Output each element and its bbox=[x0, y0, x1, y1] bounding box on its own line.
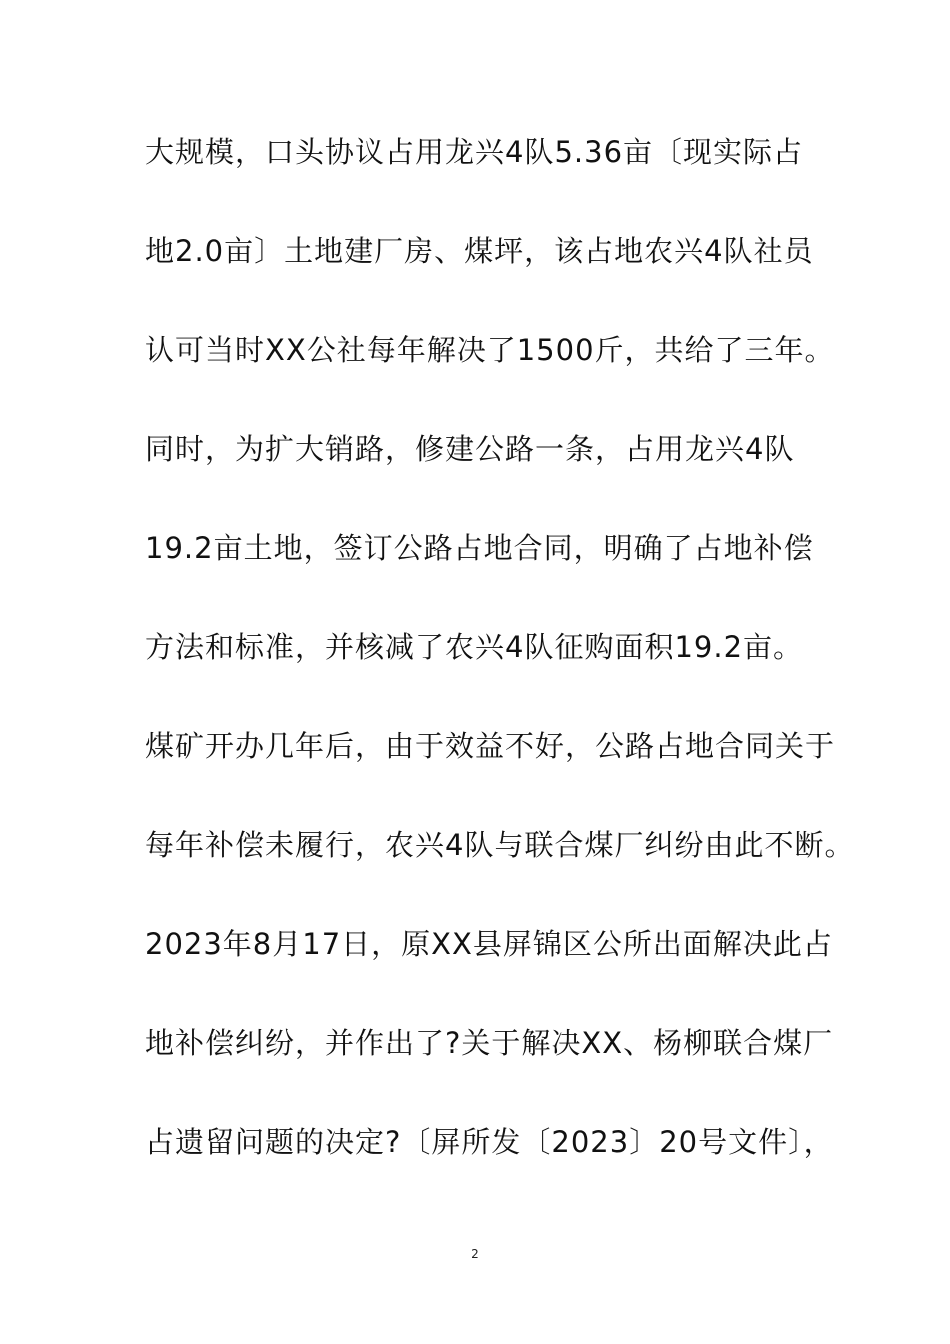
text-line: 19.2亩土地，签订公路占地合同，明确了占地补偿 bbox=[145, 531, 814, 565]
text-line: 2023年8月17日，原XX县屏锦区公所出面解决此占 bbox=[145, 927, 833, 961]
text-line: 地2.0亩〕土地建厂房、煤坪，该占地农兴4队社员 bbox=[145, 234, 814, 268]
text-line: 方法和标准，并核减了农兴4队征购面积19.2亩。 bbox=[145, 630, 804, 664]
text-line: 煤矿开办几年后，由于效益不好，公路占地合同关于 bbox=[145, 729, 836, 763]
text-line: 每年补偿未履行，农兴4队与联合煤厂纠纷由此不断。 bbox=[145, 828, 855, 862]
text-line: 大规模，口头协议占用龙兴4队5.36亩〔现实际占 bbox=[145, 135, 804, 169]
text-line: 认可当时XX公社每年解决了1500斤，共给了三年。 bbox=[145, 333, 835, 367]
text-line: 占遗留问题的决定?〔屏所发〔2023〕20号文件〕， bbox=[145, 1125, 834, 1159]
text-line: 地补偿纠纷，并作出了?关于解决XX、杨柳联合煤厂 bbox=[145, 1026, 834, 1060]
text-line: 同时，为扩大销路，修建公路一条，占用龙兴4队 bbox=[145, 432, 795, 466]
page-number: 2 bbox=[471, 1247, 479, 1261]
body-text bbox=[145, 120, 855, 1209]
